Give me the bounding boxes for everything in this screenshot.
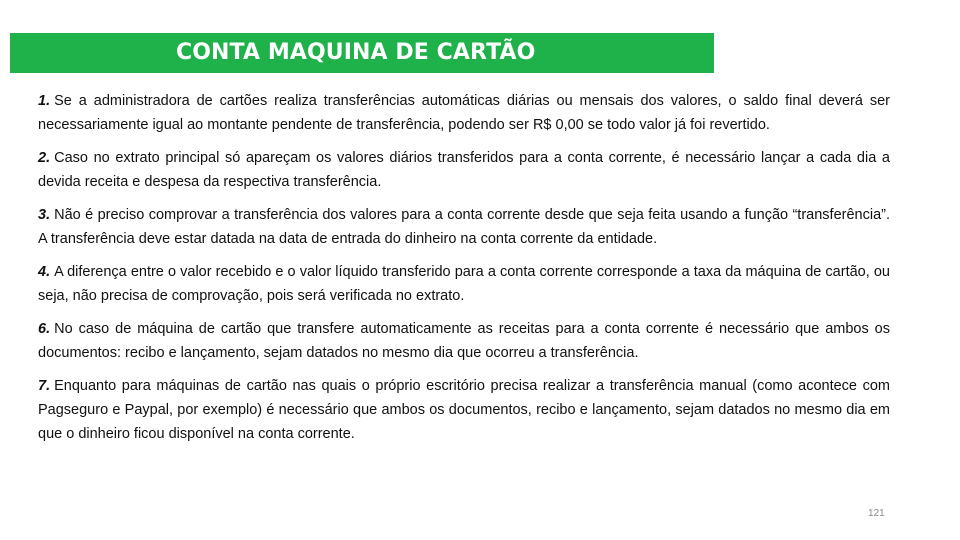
slide-content <box>38 89 890 455</box>
item-text: Não é preciso comprovar a transferência dos valores para a conta corrente desde que seja feita usando a função “transferência”. A transferência deve estar datada na data de entrada do dinheiro na conta corrente da entidade. <box>38 207 890 247</box>
slide-title: CONTA MAQUINA DE CARTÃO <box>176 40 536 65</box>
item-number: 6. <box>38 321 51 337</box>
item-number: 3. <box>38 207 51 223</box>
list-item <box>38 260 890 308</box>
item-number: 1. <box>38 93 51 109</box>
item-text: Se a administradora de cartões realiza transferências automáticas diárias ou mensais dos valores, o saldo final deverá ser necessariamente igual ao montante pendente de transferência, podendo ser R$ 0,00 se todo valor já foi revertido. <box>38 93 890 133</box>
item-number: 7. <box>38 378 51 394</box>
item-text: Enquanto para máquinas de cartão nas quais o próprio escritório precisa realizar a transferência manual (como acontece com Pagseguro e Paypal, por exemplo) é necessário que ambos os documentos, recibo e lançamento, sejam datados no mesmo dia em que o dinheiro ficou disponível na conta corrente. <box>38 378 890 442</box>
list-item <box>38 89 890 137</box>
page-number: 121 <box>868 508 885 519</box>
list-item <box>38 317 890 365</box>
item-text: Caso no extrato principal só apareçam os valores diários transferidos para a conta corrente, é necessário lançar a cada dia a devida receita e despesa da respectiva transferência. <box>38 150 890 190</box>
item-text: No caso de máquina de cartão que transfere automaticamente as receitas para a conta corrente é necessário que ambos os documentos: recibo e lançamento, sejam datados no mesmo dia que ocorreu a transferência. <box>38 321 890 361</box>
item-text: A diferença entre o valor recebido e o valor líquido transferido para a conta corrente corresponde a taxa da máquina de cartão, ou seja, não precisa de comprovação, pois será verificada no extrato. <box>38 264 890 304</box>
list-item <box>38 374 890 446</box>
list-item <box>38 203 890 251</box>
list-item <box>38 146 890 194</box>
item-number: 4. <box>38 264 51 280</box>
item-number: 2. <box>38 150 51 166</box>
